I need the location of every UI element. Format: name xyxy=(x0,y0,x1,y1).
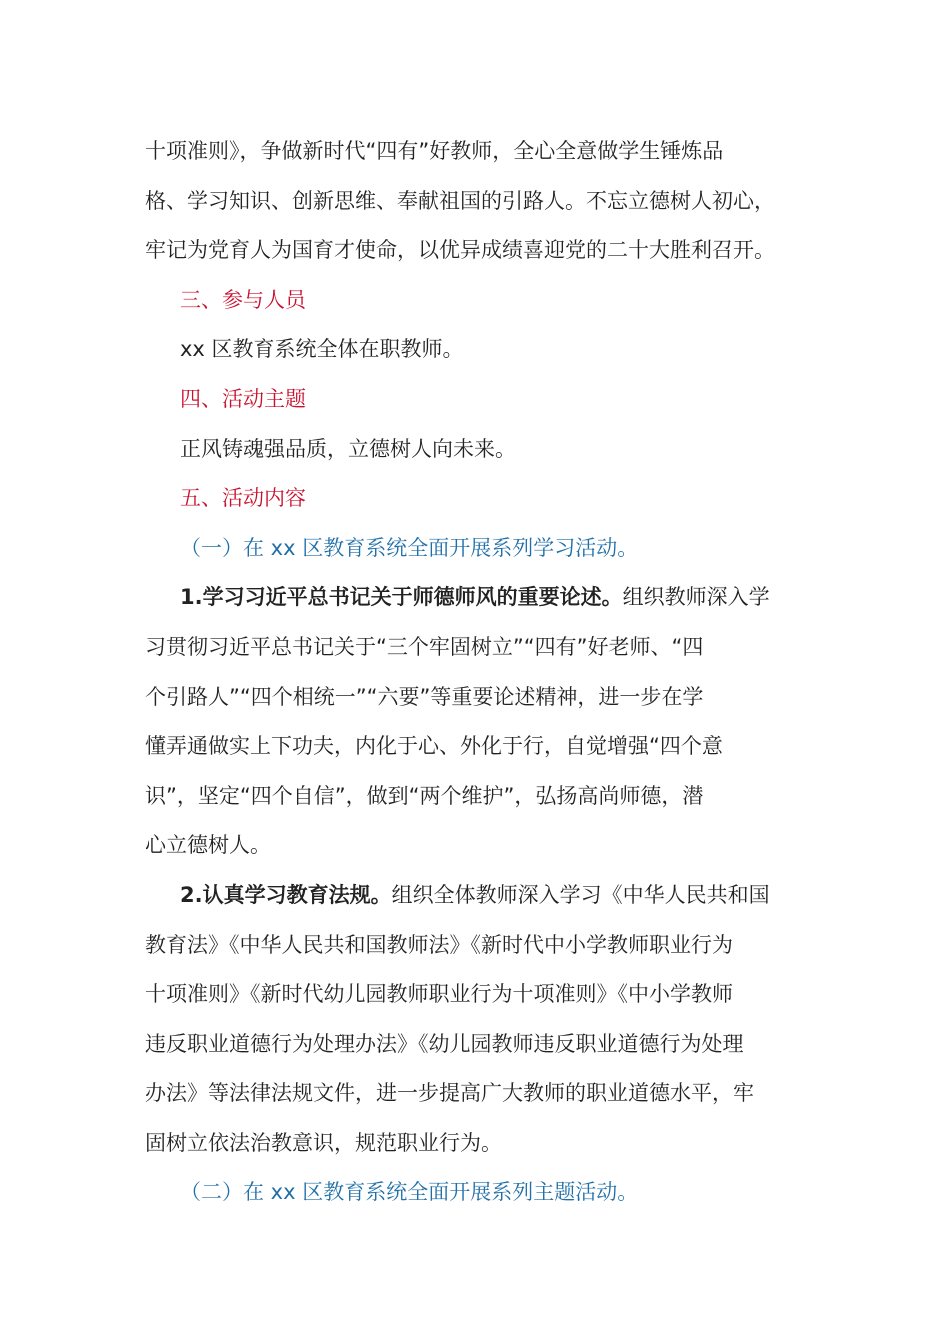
subsection-heading xyxy=(145,524,810,574)
section-heading xyxy=(145,474,810,524)
line-text: 十项准则》，争做新时代“四有”好教师，全心全意做学生锤炼品 xyxy=(145,139,724,163)
line-text: 个引路人”“四个相统一”“六要”等重要论述精神，进一步在学 xyxy=(145,684,704,709)
body-text-line xyxy=(145,772,810,822)
body-text-line xyxy=(145,425,810,475)
line-text: 违反职业道德行为处理办法》《幼儿园教师违反职业道德行为处理 xyxy=(145,1031,744,1056)
section-heading xyxy=(145,375,810,425)
line-text: 办法》等法律法规文件，进一步提高广大教师的职业道德水平，牢 xyxy=(145,1081,754,1106)
body-text-line xyxy=(145,1069,810,1119)
line-text: 固树立依法治教意识，规范职业行为。 xyxy=(145,1130,502,1155)
line-text: 组织全体教师深入学习《中华人民共和国 xyxy=(391,882,770,907)
line-text: xx 区教育系统全体在职教师。 xyxy=(180,337,464,362)
body-text-line xyxy=(145,821,810,871)
line-text: （一）在 xx 区教育系统全面开展系列学习活动。 xyxy=(180,535,639,560)
body-text-line xyxy=(145,970,810,1020)
section-heading xyxy=(145,276,810,326)
body-text-line xyxy=(145,573,810,623)
document-body xyxy=(145,127,810,1218)
line-text: 心立德树人。 xyxy=(145,833,271,858)
line-text: 教育法》《中华人民共和国教师法》《新时代中小学教师职业行为 xyxy=(145,932,733,957)
line-text: 组织教师深入学 xyxy=(622,585,770,610)
body-text-line xyxy=(145,921,810,971)
body-text-line xyxy=(145,673,810,723)
line-text: 识”，坚定“四个自信”，做到“两个维护”，弘扬高尚师德，潜 xyxy=(145,783,704,808)
line-text: 五、活动内容 xyxy=(180,486,306,511)
body-text-line xyxy=(145,127,810,177)
body-text-line xyxy=(145,1020,810,1070)
item-lead-bold: 2.认真学习教育法规。 xyxy=(180,882,392,907)
line-text: 四、活动主题 xyxy=(180,386,306,411)
body-text-line xyxy=(145,226,810,276)
line-text: 十项准则》《新时代幼儿园教师职业行为十项准则》《中小学教师 xyxy=(145,982,733,1007)
item-lead-bold: 1.学习习近平总书记关于师德师风的重要论述。 xyxy=(180,585,623,610)
body-text-line xyxy=(145,1119,810,1169)
body-text-line xyxy=(145,623,810,673)
body-text-line xyxy=(145,871,810,921)
body-text-line xyxy=(145,325,810,375)
line-text: 懂弄通做实上下功夫，内化于心、外化于行，自觉增强“四个意 xyxy=(145,734,723,759)
line-text: 三、参与人员 xyxy=(180,287,306,312)
line-text: 习贯彻习近平总书记关于“三个牢固树立”“四有”好老师、“四 xyxy=(145,634,704,659)
body-text-line xyxy=(145,177,810,227)
line-text: 格、学习知识、创新思维、奉献祖国的引路人。不忘立德树人初心， xyxy=(145,188,775,213)
subsection-heading xyxy=(145,1168,810,1218)
line-text: （二）在 xx 区教育系统全面开展系列主题活动。 xyxy=(180,1180,639,1205)
body-text-line xyxy=(145,722,810,772)
line-text: 牢记为党育人为国育才使命，以优异成绩喜迎党的二十大胜利召开。 xyxy=(145,238,775,263)
line-text: 正风铸魂强品质，立德树人向未来。 xyxy=(180,436,516,461)
